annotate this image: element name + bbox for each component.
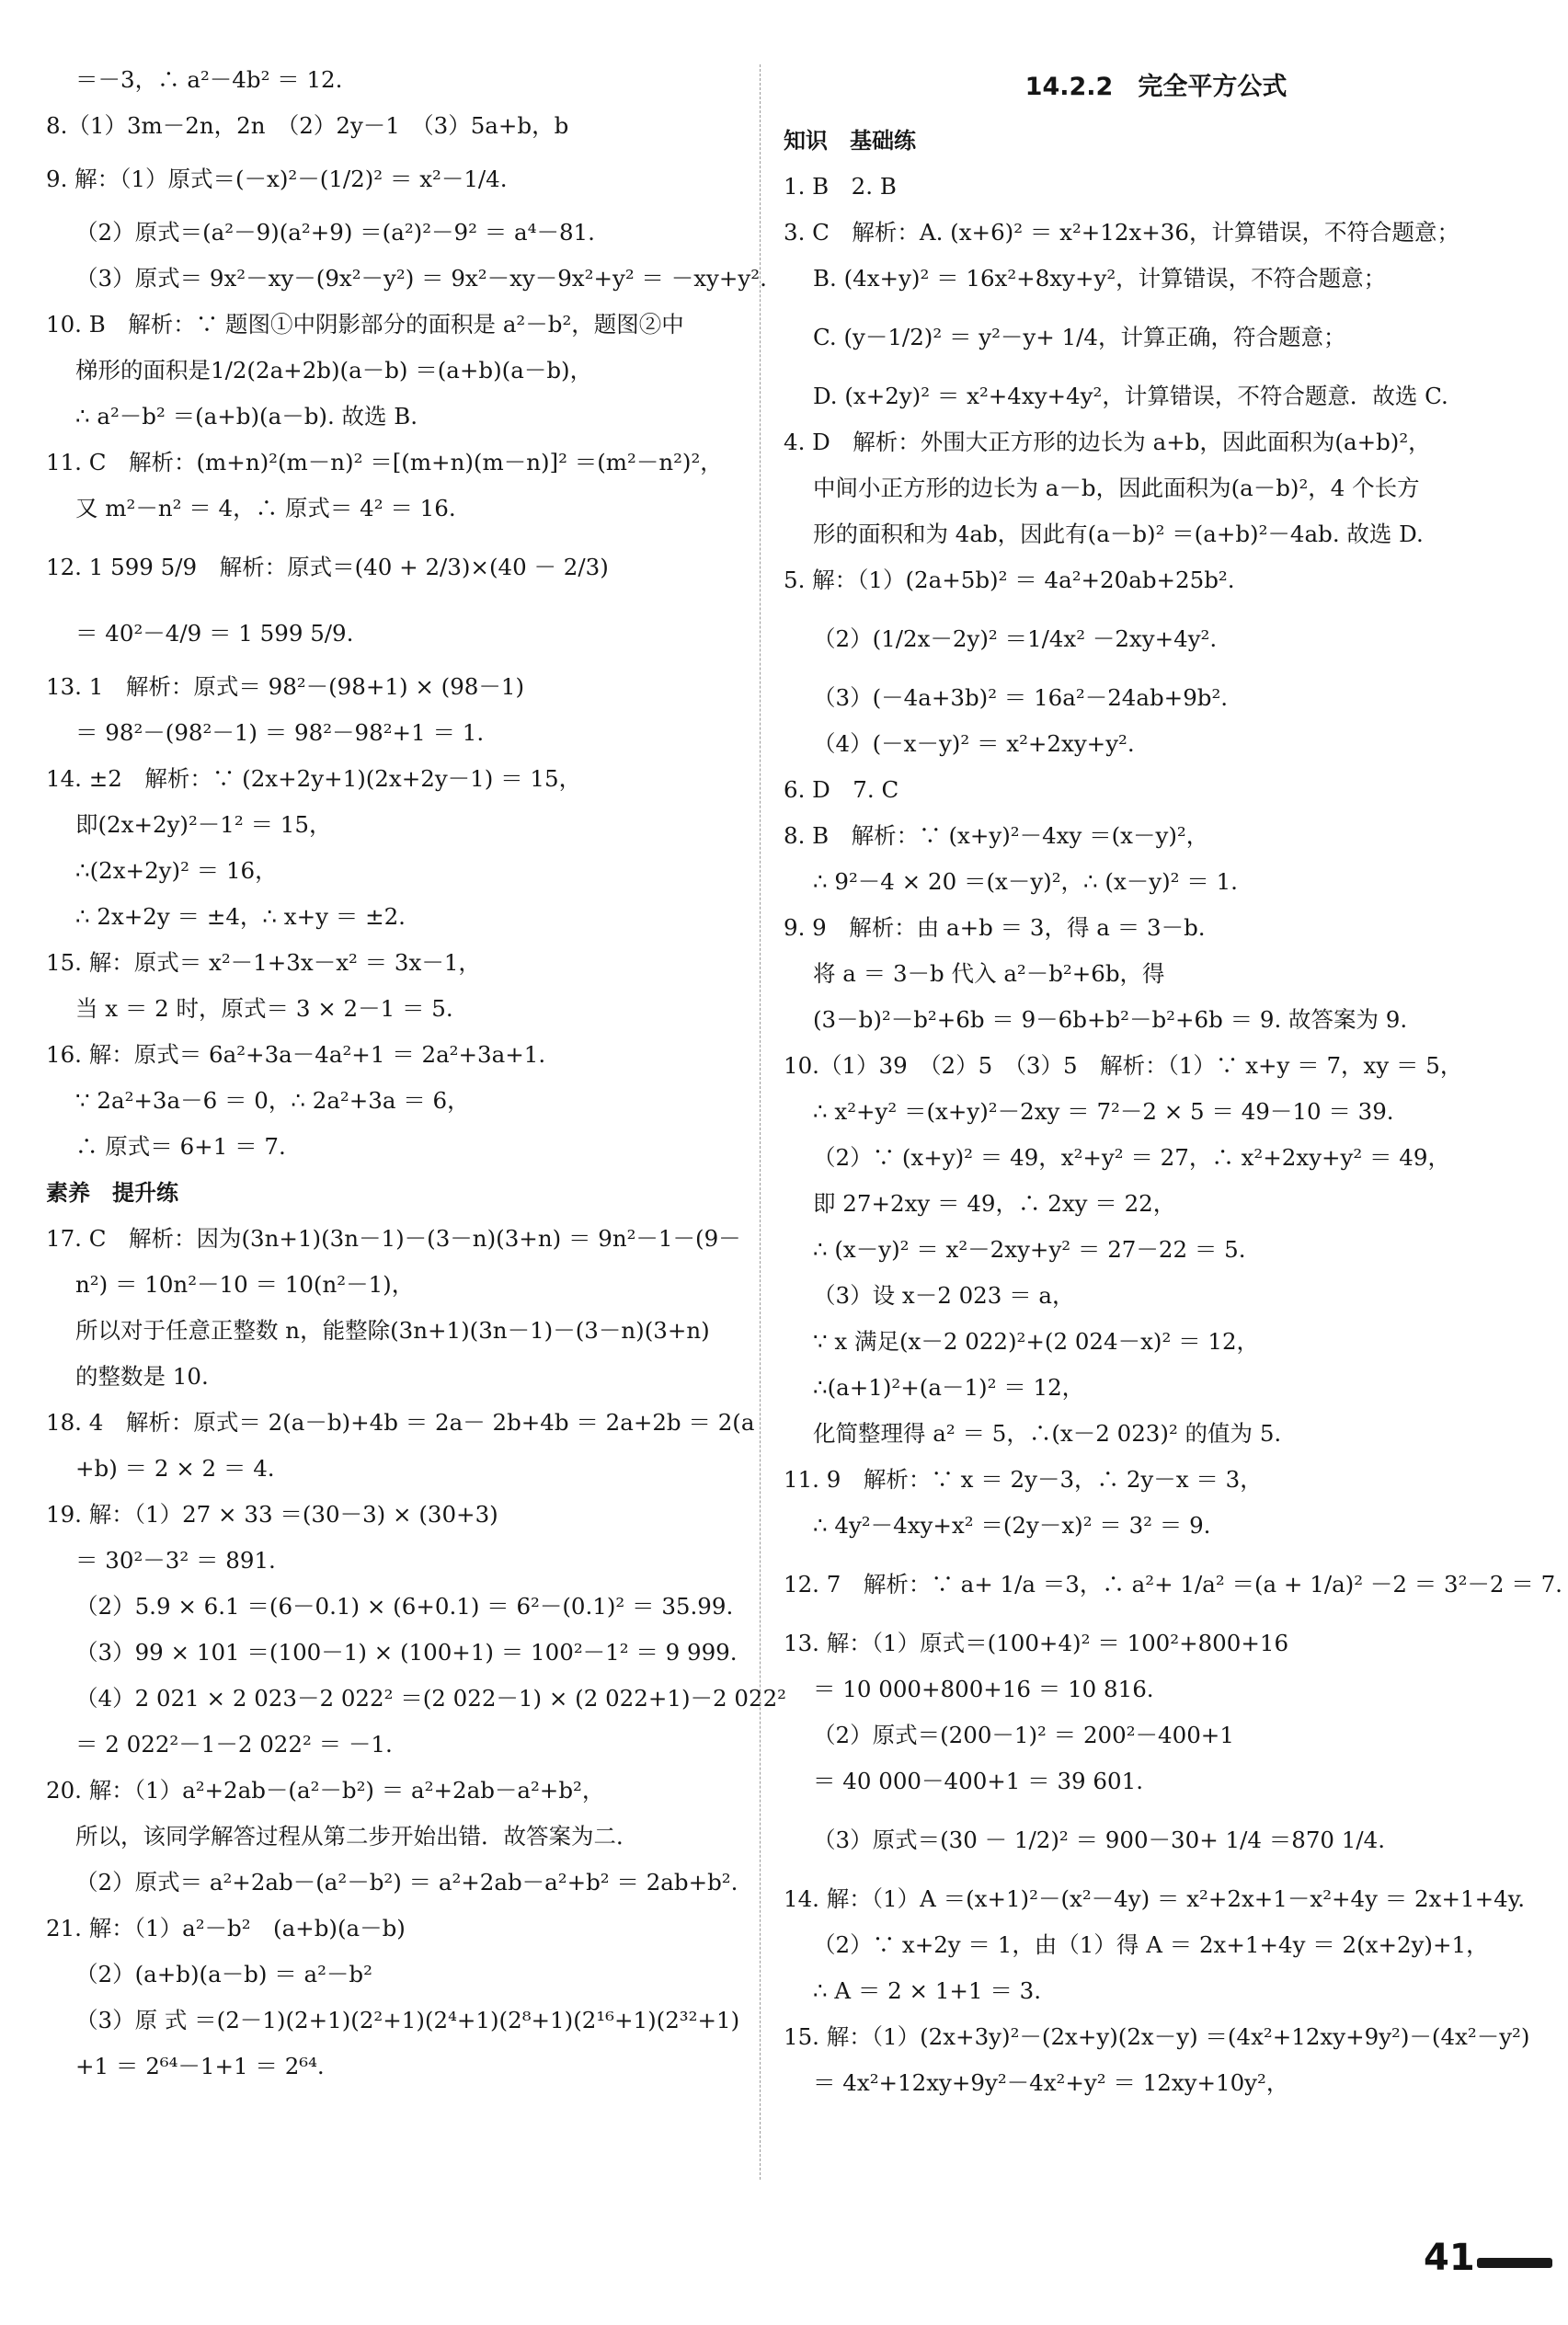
answer-line: 12. 1 599 5/9 解析：原式＝(40 + 2/3)×(40 － 2/3)	[46, 554, 609, 580]
answer-line: 又 m²－n² ＝ 4，∴ 原式＝ 4² ＝ 16.	[75, 495, 456, 521]
answer-line: +1 ＝ 2⁶⁴－1+1 ＝ 2⁶⁴.	[75, 2053, 325, 2079]
answer-line: （2）5.9 × 6.1 ＝(6－0.1) × (6+0.1) ＝ 6²－(0.1)² ＝ 35.99.	[75, 1593, 734, 1620]
answer-line: ＝ 30²－3² ＝ 891.	[75, 1547, 276, 1574]
answer-line: 18. 4 解析：原式＝ 2(a－b)+4b ＝ 2a－ 2b+4b ＝ 2a+2b ＝ 2(a	[46, 1409, 755, 1436]
answer-line: （2）(a+b)(a－b) ＝ a²－b²	[75, 1961, 372, 1987]
answer-line: 11. 9 解析：∵ x ＝ 2y－3，∴ 2y－x ＝ 3，	[784, 1466, 1263, 1493]
answer-line: 所以对于任意正整数 n，能整除(3n+1)(3n－1)－(3－n)(3+n)	[75, 1317, 710, 1344]
answer-line: 10.（1）39 （2）5 （3）5 解析：（1）∵ x+y ＝ 7，xy ＝ 5，	[784, 1052, 1463, 1079]
answer-line: 将 a ＝ 3－b 代入 a²－b²+6b，得	[813, 960, 1165, 987]
answer-line: 形的面积和为 4ab，因此有(a－b)² ＝(a+b)²－4ab. 故选 D.	[813, 521, 1424, 547]
answer-line: 11. C 解析：(m+n)²(m－n)² ＝[(m+n)(m－n)]² ＝(m²－n²)²，	[46, 449, 723, 475]
answer-line: C. (y－1/2)² ＝ y²－y+ 1/4，计算正确，符合题意；	[813, 324, 1346, 350]
answer-line: ＝ 98²－(98²－1) ＝ 98²－98²+1 ＝ 1.	[75, 719, 485, 746]
answer-line: 14. 解：（1）A ＝(x+1)²－(x²－4y) ＝ x²+2x+1－x²+4y ＝ 2x+1+4y.	[784, 1885, 1526, 1912]
answer-line: （2）原式＝(200－1)² ＝ 200²－400+1	[813, 1722, 1234, 1748]
answer-line: 12. 7 解析：∵ a+ 1/a ＝3，∴ a²+ 1/a² ＝(a + 1/a)² －2 ＝ 3²－2 ＝ 7.	[784, 1571, 1562, 1598]
answer-line: ∵ x 满足(x－2 022)²+(2 024－x)² ＝ 12，	[813, 1328, 1260, 1355]
answer-line: 当 x ＝ 2 时，原式＝ 3 × 2－1 ＝ 5.	[75, 995, 453, 1022]
answer-line: 19. 解：（1）27 × 33 ＝(30－3) × (30+3)	[46, 1501, 498, 1528]
answer-line: ＝ 40²－4/9 ＝ 1 599 5/9.	[75, 620, 354, 647]
answer-line: ＝－3，∴ a²－4b² ＝ 12.	[75, 66, 343, 93]
section-title: 14.2.2 完全平方公式	[1024, 73, 1288, 101]
answer-line: 13. 解：（1）原式＝(100+4)² ＝ 100²+800+16	[784, 1630, 1289, 1656]
answer-line: 的整数是 10.	[75, 1363, 209, 1390]
answer-line: 中间小正方形的边长为 a－b，因此面积为(a－b)²，4 个长方	[813, 475, 1420, 501]
answer-line: 4. D 解析：外围大正方形的边长为 a+b，因此面积为(a+b)²，	[784, 429, 1431, 455]
answer-line: 所以，该同学解答过程从第二步开始出错．故答案为二．	[75, 1823, 639, 1850]
answer-line: ∴ 原式＝ 6+1 ＝ 7.	[75, 1133, 286, 1160]
answer-line: 14. ±2 解析：∵ (2x+2y+1)(2x+2y－1) ＝ 15，	[46, 765, 582, 792]
answer-line: 21. 解：（1）a²－b² (a+b)(a－b)	[46, 1915, 406, 1941]
answer-line: ∴ x²+y² ＝(x+y)²－2xy ＝ 7²－2 × 5 ＝ 49－10 ＝ 39.	[813, 1098, 1394, 1125]
section-subheader: 知识 基础练	[784, 128, 916, 154]
page-number-bar	[1477, 2258, 1552, 2268]
answer-line: +b) ＝ 2 × 2 ＝ 4.	[75, 1455, 275, 1482]
answer-line: 3. C 解析：A. (x+6)² ＝ x²+12x+36，计算错误，不符合题意；	[784, 219, 1459, 246]
answer-line: （3）原式＝ 9x²－xy－(9x²－y²) ＝ 9x²－xy－9x²+y² ＝ －xy+y².	[75, 265, 767, 292]
answer-line: D. (x+2y)² ＝ x²+4xy+4y²，计算错误，不符合题意．故选 C.	[813, 383, 1448, 409]
answer-line: 9. 9 解析：由 a+b ＝ 3，得 a ＝ 3－b.	[784, 914, 1206, 941]
answer-line: 15. 解：原式＝ x²－1+3x－x² ＝ 3x－1，	[46, 949, 481, 976]
answer-line: ∴ 9²－4 × 20 ＝(x－y)²，∴ (x－y)² ＝ 1.	[813, 868, 1238, 895]
answer-line: ∴ A ＝ 2 × 1+1 ＝ 3.	[813, 1977, 1041, 2004]
answer-line: ∴ (x－y)² ＝ x²－2xy+y² ＝ 27－22 ＝ 5.	[813, 1236, 1246, 1263]
answer-line: （2）原式＝(a²－9)(a²+9) ＝(a²)²－9² ＝ a⁴－81.	[75, 219, 595, 246]
answer-line: ∴(2x+2y)² ＝ 16，	[75, 857, 278, 884]
answer-line: 17. C 解析：因为(3n+1)(3n－1)－(3－n)(3+n) ＝ 9n²－1－(9－	[46, 1225, 741, 1252]
answer-line: 梯形的面积是1/2(2a+2b)(a－b) ＝(a+b)(a－b)，	[75, 357, 593, 384]
left-column	[46, 57, 786, 2090]
answer-line: （2）(1/2x－2y)² ＝1/4x² －2xy+4y².	[813, 625, 1218, 652]
answer-line: （3）原 式 ＝(2－1)(2+1)(2²+1)(2⁴+1)(2⁸+1)(2¹⁶+1)(2³²+1)	[75, 2007, 740, 2033]
answer-line: 20. 解：（1）a²+2ab－(a²－b²) ＝ a²+2ab－a²+b²，	[46, 1777, 605, 1804]
answer-line: （3）(－4a+3b)² ＝ 16a²－24ab+9b².	[813, 684, 1229, 711]
right-column	[784, 57, 1562, 2106]
answer-line: （3）原式＝(30 － 1/2)² ＝ 900－30+ 1/4 ＝870 1/4.	[813, 1827, 1386, 1853]
answer-line: ＝ 40 000－400+1 ＝ 39 601.	[813, 1768, 1143, 1794]
column-divider	[760, 64, 761, 2180]
answer-line: （3）设 x－2 023 ＝ a，	[813, 1282, 1075, 1309]
answer-line: ∴(a+1)²+(a－1)² ＝ 12，	[813, 1374, 1085, 1401]
answer-line: （2）∵ x+2y ＝ 1，由（1）得 A ＝ 2x+1+4y ＝ 2(x+2y)+1，	[813, 1931, 1489, 1958]
answer-line: B. (4x+y)² ＝ 16x²+8xy+y²，计算错误，不符合题意；	[813, 265, 1387, 292]
answer-line: （3）99 × 101 ＝(100－1) × (100+1) ＝ 100²－1² ＝ 9 999.	[75, 1639, 738, 1666]
answer-line: ＝ 2 022²－1－2 022² ＝ －1.	[75, 1731, 393, 1758]
answer-line: （4）(－x－y)² ＝ x²+2xy+y².	[813, 730, 1135, 757]
answer-line: ∵ 2a²+3a－6 ＝ 0，∴ 2a²+3a ＝ 6，	[75, 1087, 470, 1114]
answer-line: 15. 解：（1）(2x+3y)²－(2x+y)(2x－y) ＝(4x²+12xy+9y²)－(4x²－y²)	[784, 2023, 1530, 2050]
answer-line: n²) ＝ 10n²－10 ＝ 10(n²－1)，	[75, 1271, 415, 1298]
answer-line: 16. 解：原式＝ 6a²+3a－4a²+1 ＝ 2a²+3a+1.	[46, 1041, 546, 1068]
answer-line: ∴ a²－b² ＝(a+b)(a－b). 故选 B.	[75, 403, 418, 429]
answer-line: 即(2x+2y)²－1² ＝ 15，	[75, 811, 332, 838]
answer-line: ∴ 4y²－4xy+x² ＝(2y－x)² ＝ 3² ＝ 9.	[813, 1512, 1211, 1539]
answer-line: 9. 解：（1）原式＝(－x)²－(1/2)² ＝ x²－1/4.	[46, 166, 508, 192]
answer-line: ＝ 4x²+12xy+9y²－4x²+y² ＝ 12xy+10y²，	[813, 2069, 1289, 2096]
answer-line: 即 27+2xy ＝ 49，∴ 2xy ＝ 22，	[813, 1190, 1176, 1217]
answer-line: （2）∵ (x+y)² ＝ 49，x²+y² ＝ 27，∴ x²+2xy+y² ＝ 49，	[813, 1144, 1450, 1171]
answer-line: ＝ 10 000+800+16 ＝ 10 816.	[813, 1676, 1154, 1702]
answer-line: 化简整理得 a² ＝ 5，∴(x－2 023)² 的值为 5.	[813, 1420, 1282, 1447]
section-subheader: 素养 提升练	[46, 1180, 178, 1206]
answer-line: （4）2 021 × 2 023－2 022² ＝(2 022－1) × (2 022+1)－2 022²	[75, 1685, 786, 1712]
answer-line: (3－b)²－b²+6b ＝ 9－6b+b²－b²+6b ＝ 9. 故答案为 9.	[813, 1006, 1408, 1033]
answer-line: 1. B 2. B	[784, 173, 897, 200]
answer-line: ∴ 2x+2y ＝ ±4，∴ x+y ＝ ±2.	[75, 903, 406, 930]
answer-line: 13. 1 解析：原式＝ 98²－(98+1) × (98－1)	[46, 673, 525, 700]
answer-line: （2）原式＝ a²+2ab－(a²－b²) ＝ a²+2ab－a²+b² ＝ 2ab+b².	[75, 1869, 738, 1896]
page-number: 41	[1424, 2237, 1475, 2279]
answer-line: 6. D 7. C	[784, 776, 899, 803]
answer-line: 8. B 解析：∵ (x+y)²－4xy ＝(x－y)²，	[784, 822, 1209, 849]
answer-line: 5. 解：（1）(2a+5b)² ＝ 4a²+20ab+25b².	[784, 567, 1235, 593]
answer-line: 8.（1）3m－2n，2n （2）2y－1 （3）5a+b，b	[46, 112, 569, 139]
answer-line: 10. B 解析：∵ 题图①中阴影部分的面积是 a²－b²，题图②中	[46, 311, 684, 338]
